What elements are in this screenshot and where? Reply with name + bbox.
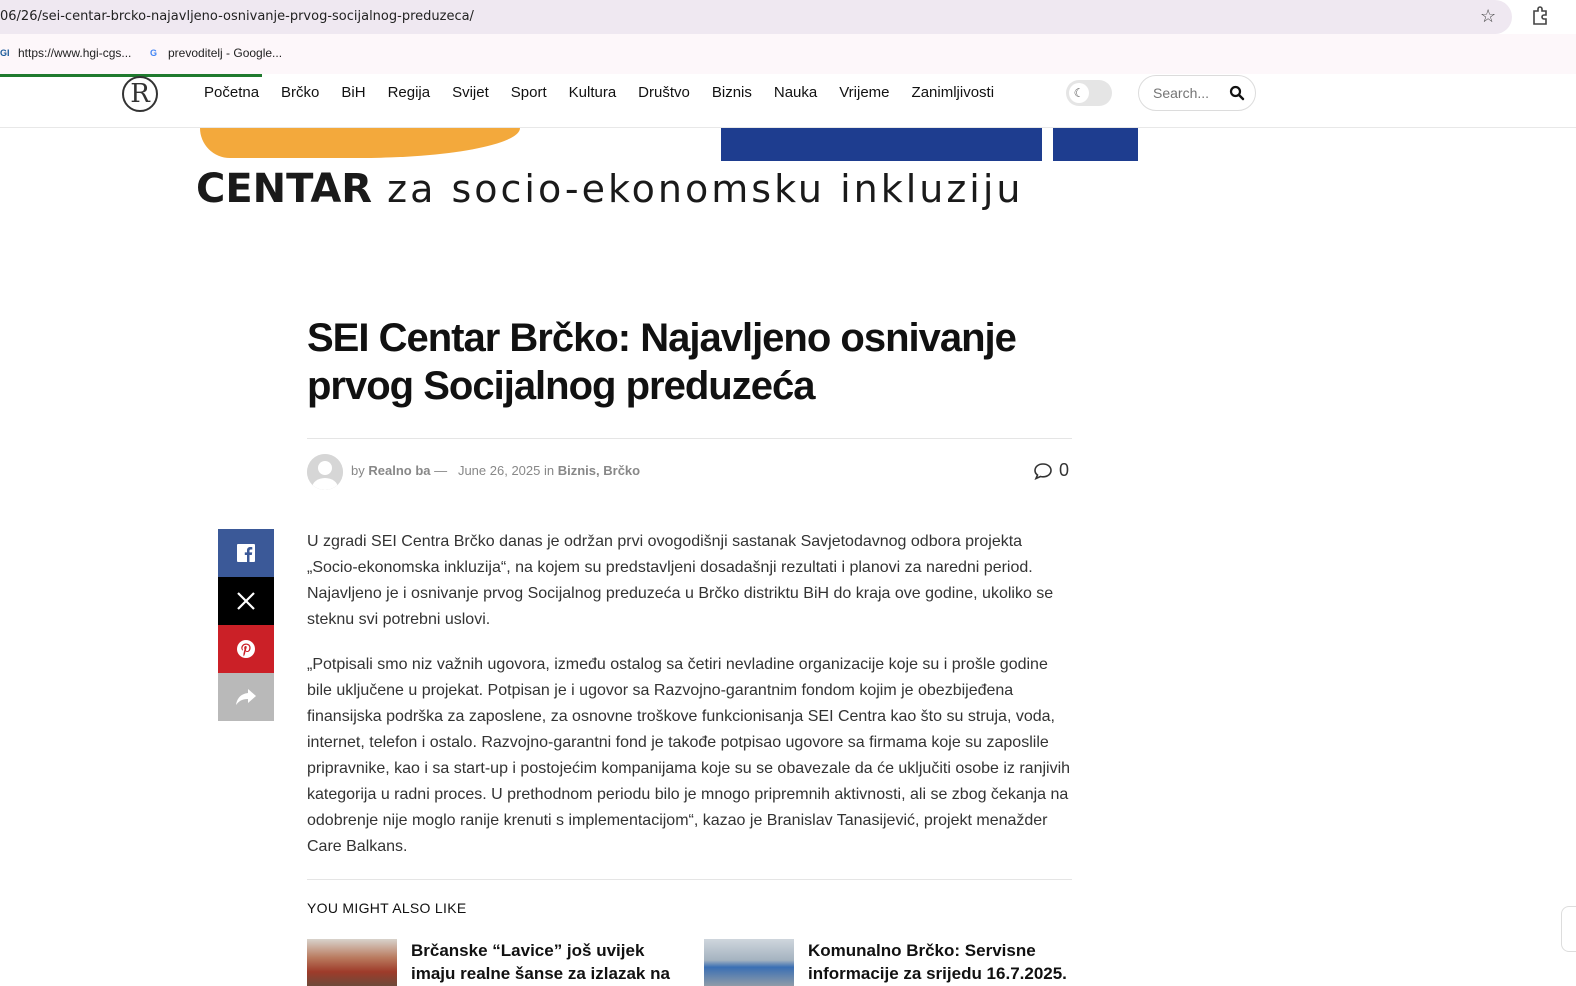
banner-orange-shape (200, 128, 520, 158)
search-box (1138, 75, 1256, 111)
nav-item-biznis[interactable]: Biznis (711, 84, 752, 101)
related-divider (307, 879, 1072, 880)
address-bar[interactable] (0, 0, 1512, 34)
main-nav (204, 84, 1016, 101)
banner-blue-block-small (1053, 128, 1138, 161)
nav-item-kultura[interactable]: Kultura (568, 84, 617, 101)
bookmarks-bar (0, 34, 1576, 74)
related-heading: YOU MIGHT ALSO LIKE (307, 900, 467, 916)
facebook-icon (237, 544, 255, 562)
related-thumbnail[interactable] (307, 939, 397, 986)
site-logo[interactable] (122, 76, 158, 112)
search-icon[interactable] (1229, 85, 1245, 101)
article-title: SEI Centar Brčko: Najavljeno osnivanje prvog Socijalnog preduzeća (307, 316, 1016, 408)
logo-letter: R (130, 79, 150, 109)
share-facebook-button[interactable] (218, 529, 274, 577)
nav-item-drustvo[interactable]: Društvo (638, 84, 690, 101)
pinterest-icon (236, 639, 256, 659)
nav-item-svijet[interactable]: Svijet (452, 84, 489, 101)
nav-item-vrijeme[interactable]: Vrijeme (839, 84, 890, 101)
comment-icon (1033, 462, 1053, 480)
article-meta (351, 463, 640, 478)
nav-item-nauka[interactable]: Nauka (773, 84, 818, 101)
banner-rest-text: za socio-ekonomsku inkluziju (372, 167, 1024, 211)
share-pinterest-button[interactable] (218, 625, 274, 673)
nav-item-sport[interactable]: Sport (510, 84, 547, 101)
featured-banner-image (0, 128, 1576, 228)
side-widget-tab[interactable] (1561, 906, 1576, 952)
share-x-button[interactable] (218, 577, 274, 625)
article-paragraph-1: U zgradi SEI Centra Brčko danas je održan prvi ovogodišnji sastanak Savjetodavnog odbora projekta „Socio-ekonomska inkluzija“, na kojem su predstavljeni dosadašnji rezultati i planovi za naredni period. Najavljeno je i osnivanje prvog Socijalnog preduzeća u Brčko distriktu BiH do kraja ove godine, ukoliko se steknu svi potrebni uslovi. (307, 533, 1054, 628)
address-url[interactable]: 06/26/sei-centar-brcko-najavljeno-osnivanje-prvog-socijalnog-preduzeca/ (0, 9, 474, 24)
article-paragraph-2: „Potpisali smo niz važnih ugovora, između ostalog sa četiri nevladine organizacije koje su i prošle godine bile uključene u projekat. Potpisan je i ugovor sa Razvojno-garantnim fondom kojim je obezbijeđena finansijska podrška za zaposlene, za osnovne troškove funkcionisanja SEI Centra kao što su struja, voda, internet, telefon i ostalo. Razvojno-garantni fond je takođe potpisao ugovore sa firmama koje su zaposlile pripravnike, kao i sa start-up i postojećim kompanijama koje su se obavezale da će uključiti osobe iz ranjivih kategorija u radni proces. U prethodnom periodu bilo je mnogo pripremnih aktivnosti, ali se zbog čekanja na odobrenje nije moglo ranije krenuti s implementacijom“, kazao je Branislav Tanasijević, projekt menažder Care Balkans. (307, 656, 1071, 855)
search-input[interactable] (1153, 85, 1223, 101)
x-icon (236, 591, 256, 611)
hgi-favicon-icon: GI (0, 48, 10, 58)
nav-item-zanimljivosti[interactable]: Zanimljivosti (911, 84, 995, 101)
bookmark-hgi[interactable] (0, 46, 131, 60)
moon-icon: ☾ (1069, 83, 1089, 103)
browser-toolbar (0, 0, 1576, 34)
share-arrow-icon (235, 688, 257, 706)
meta-date[interactable]: June 26, 2025 (457, 463, 541, 478)
meta-dash: — (434, 463, 448, 478)
meta-categories[interactable]: Biznis, Brčko (557, 463, 641, 478)
bookmark-hgi-label: https://www.hgi-cgs... (18, 46, 132, 60)
extensions-icon[interactable] (1530, 5, 1550, 27)
related-thumbnail[interactable] (704, 939, 794, 986)
bookmark-star-icon[interactable]: ☆ (1480, 6, 1497, 26)
banner-bold-text: CENTAR (196, 166, 373, 212)
google-icon: G (150, 48, 158, 58)
nav-item-bih[interactable]: BiH (341, 84, 366, 101)
comments-link[interactable] (1033, 460, 1069, 481)
bookmark-prevoditelj[interactable] (150, 46, 282, 60)
author-avatar[interactable] (307, 454, 343, 490)
meta-in: in (543, 463, 555, 478)
bookmark-prevoditelj-label: prevoditelj - Google... (168, 46, 283, 60)
banner-text (196, 166, 1024, 212)
nav-item-pocetna[interactable]: Početna (204, 84, 260, 101)
nav-item-brcko[interactable]: Brčko (281, 84, 320, 101)
share-more-button[interactable] (218, 673, 274, 721)
meta-author[interactable]: Realno ba (368, 463, 431, 478)
reading-progress-bar (0, 74, 262, 77)
comment-count: 0 (1059, 460, 1070, 480)
related-title-link[interactable]: Brčanske “Lavice” još uvijek imaju realne šanse za izlazak na (411, 941, 670, 983)
dark-mode-toggle[interactable] (1066, 80, 1112, 106)
site-header (0, 74, 1576, 128)
related-title-link[interactable]: Komunalno Brčko: Servisne informacije za srijedu 16.7.2025. (808, 941, 1067, 983)
nav-item-regija[interactable]: Regija (387, 84, 431, 101)
meta-divider (307, 438, 1072, 439)
avatar-placeholder-icon (307, 454, 343, 490)
meta-by: by (351, 463, 365, 478)
banner-blue-block (721, 128, 1042, 161)
